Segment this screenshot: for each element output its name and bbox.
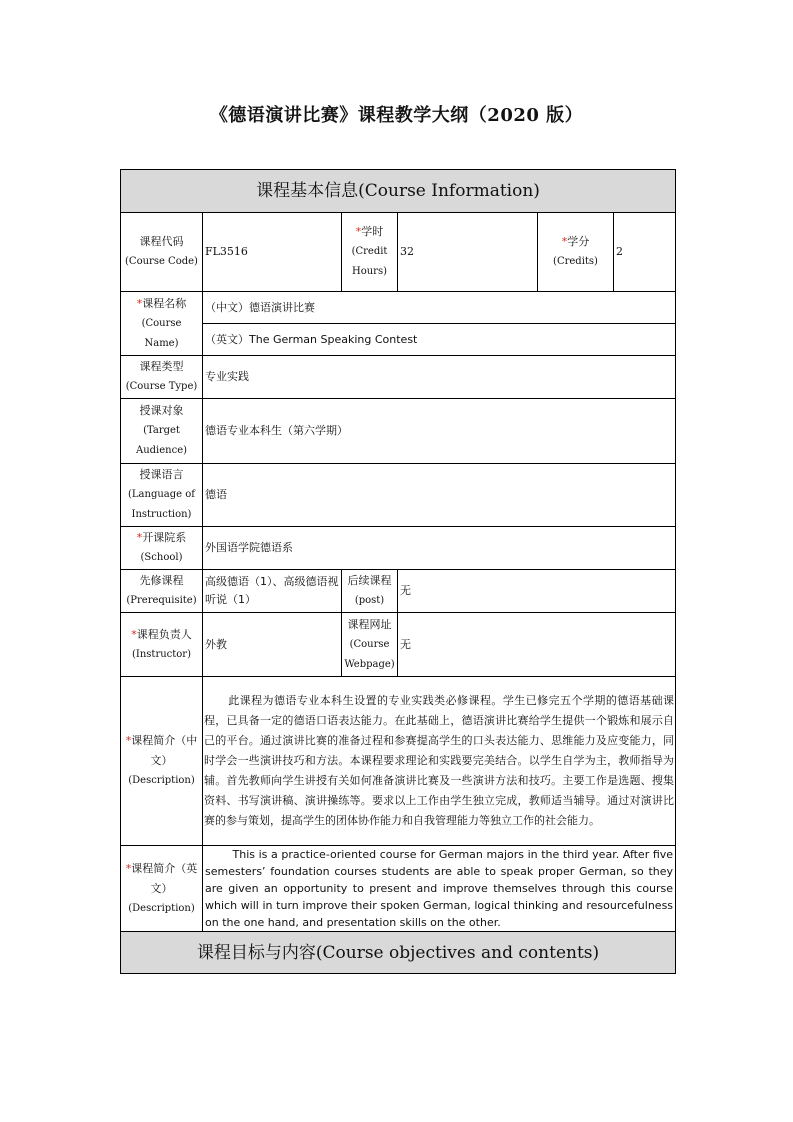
value-credits: 2 <box>614 213 676 292</box>
value-prerequisite: 高级德语（1）、高级德语视听说（1） <box>203 570 342 613</box>
label-course-code: 课程代码 (Course Code) <box>121 213 203 292</box>
section-title-en: (Course objectives and contents) <box>315 942 600 963</box>
label-description-cn: *课程简介（中文） (Description) <box>121 677 203 846</box>
value-hours: 32 <box>398 213 538 292</box>
section-header-basic-info <box>121 170 676 213</box>
section-title-en: (Course Information) <box>358 181 540 201</box>
label-course-type: 课程类型 (Course Type) <box>121 356 203 399</box>
label-post: 后续课程 (post) <box>342 570 398 613</box>
row-description-en <box>121 846 676 932</box>
label-instructor: *课程负责人 (Instructor) <box>121 613 203 677</box>
label-target-audience: 授课对象 (Target Audience) <box>121 399 203 464</box>
row-language <box>121 464 676 527</box>
value-target-audience: 德语专业本科生（第六学期） <box>203 399 676 464</box>
value-description-en: This is a practice-oriented course for German majors in the third year. After five semesters’ foundation courses students are able to speak proper German, so they are given an opportunity to present and improve themselves through this course which will in turn improve their spoken German, logical thinking and resourcefulness on the one hand, and presentation skills on the other. <box>203 846 676 932</box>
course-info-table <box>120 169 676 974</box>
value-post: 无 <box>398 570 676 613</box>
section-header-objectives <box>121 932 676 974</box>
row-course-name-cn <box>121 292 676 324</box>
value-description-cn: 此课程为德语专业本科生设置的专业实践类必修课程。学生已修完五个学期的德语基础课程，已具备一定的德语口语表达能力。在此基础上，德语演讲比赛给学生提供一个锻炼和展示自己的平台。通过演讲比赛的准备过程和参赛提高学生的口头表达能力、思维能力及应变能力，同时学会一些演讲技巧和方法。本课程要求理论和实践要完美结合。以学生自学为主，教师指导为辅。首先教师向学生讲授有关如何准备演讲比赛及一些演讲方法和技巧。主要工作是选题、搜集资料、书写演讲稿、演讲操练等。要求以上工作由学生独立完成，教师适当辅导。通过对演讲比赛的参与策划，提高学生的团体协作能力和自我管理能力等独立工作的社会能力。 <box>203 677 676 846</box>
label-prerequisite: 先修课程 (Prerequisite) <box>121 570 203 613</box>
row-instructor <box>121 613 676 677</box>
label-language: 授课语言 (Language of Instruction) <box>121 464 203 527</box>
label-credits: *学分 (Credits) <box>538 213 614 292</box>
row-school <box>121 527 676 570</box>
row-prerequisite <box>121 570 676 613</box>
section-title-cn: 课程目标与内容 <box>196 942 316 963</box>
label-webpage: 课程网址 (Course Webpage) <box>342 613 398 677</box>
value-course-code: FL3516 <box>203 213 342 292</box>
value-course-type: 专业实践 <box>203 356 676 399</box>
value-webpage: 无 <box>398 613 676 677</box>
document-title: 《德语演讲比赛》课程教学大纲（2020 版） <box>209 105 584 126</box>
row-course-type <box>121 356 676 399</box>
row-description-cn <box>121 677 676 846</box>
row-course-name-en <box>121 324 676 356</box>
section-title-cn: 课程基本信息 <box>256 181 359 201</box>
label-course-name: *课程名称 (Course Name) <box>121 292 203 356</box>
value-instructor: 外教 <box>203 613 342 677</box>
label-description-en: *课程简介（英文） (Description) <box>121 846 203 932</box>
label-hours: *学时 (Credit Hours) <box>342 213 398 292</box>
row-course-code <box>121 213 676 292</box>
value-language: 德语 <box>203 464 676 527</box>
value-course-name-en: （英文）The German Speaking Contest <box>203 324 676 356</box>
value-course-name-cn: （中文）德语演讲比赛 <box>203 292 676 324</box>
label-school: *开课院系 (School) <box>121 527 203 570</box>
row-target-audience <box>121 399 676 464</box>
value-school: 外国语学院德语系 <box>203 527 676 570</box>
